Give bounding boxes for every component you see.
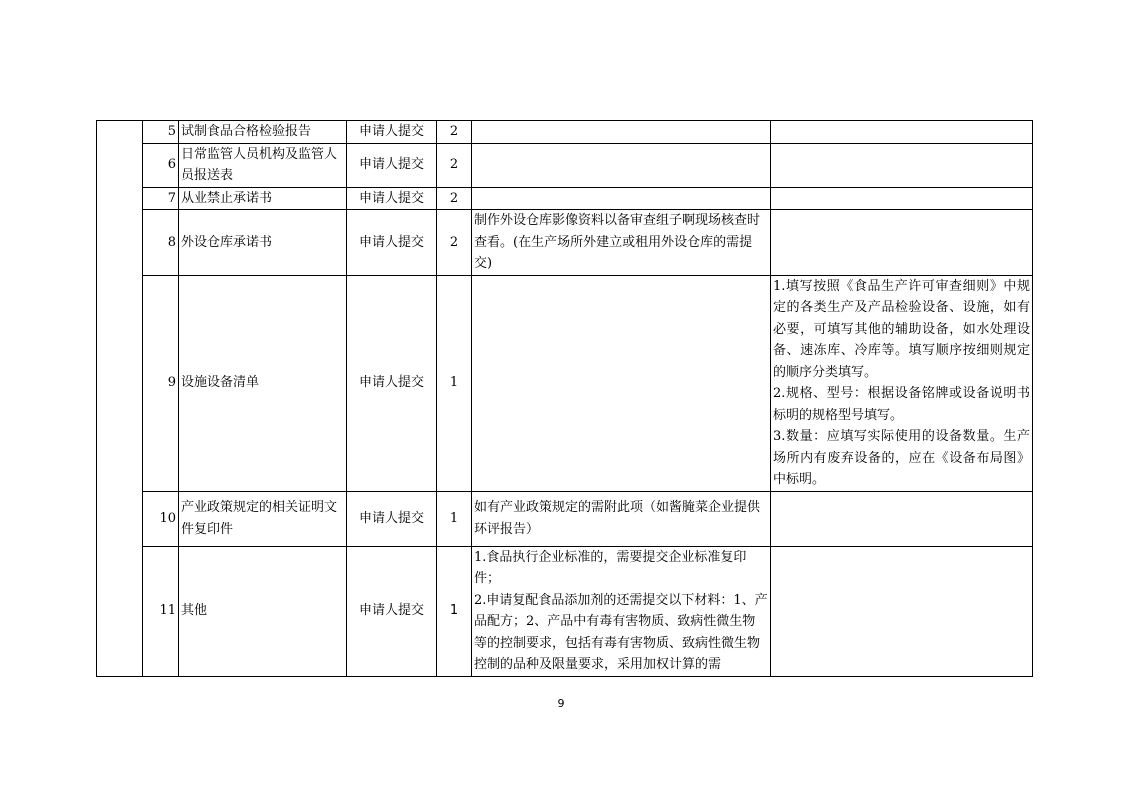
row-number: 8 [143,210,179,276]
copies-cell: 1 [437,546,472,676]
submitter-cell: 申请人提交 [347,210,437,276]
table-row [97,275,1033,491]
copies-cell: 2 [437,143,472,187]
table-row [97,210,1033,276]
table-row [97,491,1033,546]
remark-cell: 1.食品执行企业标准的，需要提交企业标准复印件； 2.申请复配食品添加剂的还需提交以下材料：1、产品配方；2、产品中有毒有害物质、致病性微生物等的控制要求，包括有毒有害物质、致病性微生物控制的品种及限量要求，采用加权计算的需 [472,546,771,676]
submitter-cell: 申请人提交 [347,121,437,144]
remark-cell: 如有产业政策规定的需附此项（如酱腌菜企业提供环评报告） [472,491,771,546]
copies-cell: 2 [437,210,472,276]
table-row [97,187,1033,210]
remark-cell: 制作外设仓库影像资料以备审查组子啊现场核查时查看。(在生产场所外建立或租用外设仓库的需提交) [472,210,771,276]
page-number: 9 [557,697,565,710]
copies-cell: 2 [437,121,472,144]
copies-cell: 2 [437,187,472,210]
note-cell [771,546,1033,676]
document-name: 产业政策规定的相关证明文件复印件 [179,491,347,546]
note-cell [771,491,1033,546]
submitter-cell: 申请人提交 [347,546,437,676]
row-number: 9 [143,275,179,491]
note-cell [771,121,1033,144]
document-name: 从业禁止承诺书 [179,187,347,210]
row-number: 10 [143,491,179,546]
submitter-cell: 申请人提交 [347,187,437,210]
document-name: 设施设备清单 [179,275,347,491]
row-number: 11 [143,546,179,676]
note-cell [771,187,1033,210]
submitter-cell: 申请人提交 [347,491,437,546]
row-number: 6 [143,143,179,187]
copies-cell: 1 [437,275,472,491]
table-row [97,546,1033,676]
table-row [97,143,1033,187]
note-cell [771,210,1033,276]
document-name: 日常监管人员机构及监管人员报送表 [179,143,347,187]
remark-cell [472,143,771,187]
remark-cell [472,121,771,144]
document-name: 其他 [179,546,347,676]
document-name: 外设仓库承诺书 [179,210,347,276]
remark-cell [472,187,771,210]
category-cell [97,121,143,677]
submitter-cell: 申请人提交 [347,143,437,187]
row-number: 7 [143,187,179,210]
document-table [96,120,1033,677]
note-cell: 1.填写按照《食品生产许可审查细则》中规定的各类生产及产品检验设备、设施，如有必要，可填写其他的辅助设备，如水处理设备、速冻库、冷库等。填写顺序按细则规定的顺序分类填写。 2.规格、型号：根据设备铭牌或设备说明书标明的规格型号填写。 3.数量：应填写实际使用的设备数量。生产场所内有废弃设备的，应在《设备布局图》中标明。 [771,275,1033,491]
remark-cell [472,275,771,491]
document-name: 试制食品合格检验报告 [179,121,347,144]
copies-cell: 1 [437,491,472,546]
note-cell [771,143,1033,187]
row-number: 5 [143,121,179,144]
table-row [97,121,1033,144]
submitter-cell: 申请人提交 [347,275,437,491]
